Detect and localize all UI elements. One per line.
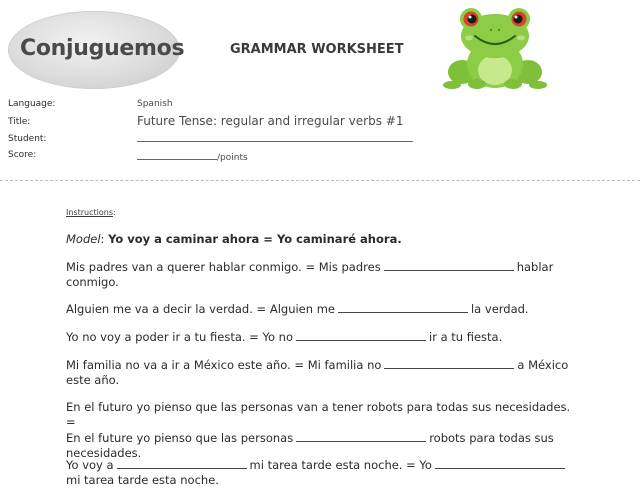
- exercise-prompt: Mis padres van a querer hablar conmigo. = Mis padres: [66, 260, 381, 274]
- exercise-prompt: En el futuro yo pienso que las personas van a tener robots para todas sus necesidades. =: [66, 400, 571, 429]
- title-value: Future Tense: regular and irregular verbs #1: [137, 114, 404, 128]
- exercise-item: [66, 259, 576, 290]
- student-label: Student:: [8, 134, 47, 144]
- answer-blank[interactable]: [296, 430, 426, 442]
- exercise-item: [66, 329, 576, 345]
- answer-blank[interactable]: [384, 357, 514, 369]
- answer-blank[interactable]: [117, 457, 247, 469]
- frog-mascot-icon: [442, 6, 548, 90]
- exercise-item: [66, 457, 576, 488]
- exercise-continuation: hablar: [516, 260, 554, 274]
- exercise-item: [66, 400, 576, 461]
- exercise-continuation: necesidades.: [66, 446, 142, 460]
- model-colon: :: [100, 232, 109, 246]
- language-value: Spanish: [137, 99, 173, 109]
- exercise-continuation: mi tarea tarde esta noche.: [66, 473, 219, 487]
- exercise-item: [66, 301, 576, 317]
- instructions: [66, 208, 116, 217]
- exercise-continuation: mi tarea tarde esta noche. = Yo: [249, 458, 432, 472]
- title-label: Title:: [8, 117, 31, 127]
- exercise-prompt: Yo no voy a poder ir a tu fiesta. = Yo no: [66, 330, 293, 344]
- score-label: Score:: [8, 150, 37, 160]
- score-field[interactable]: [137, 150, 217, 160]
- model-example: [66, 232, 402, 246]
- exercise-continuation: este año.: [66, 373, 120, 387]
- model-label: Model: [66, 232, 101, 246]
- answer-blank[interactable]: [384, 259, 514, 271]
- exercise-item: [66, 357, 576, 388]
- answer-blank[interactable]: [296, 329, 426, 341]
- exercise-continuation: robots para todas sus: [429, 431, 554, 445]
- section-divider: [0, 180, 640, 181]
- exercise-continuation: la verdad.: [470, 302, 529, 316]
- exercise-continuation: ir a tu fiesta.: [429, 330, 503, 344]
- instructions-colon: :: [112, 208, 116, 217]
- exercise-continuation: a México: [517, 358, 569, 372]
- student-name-field[interactable]: [137, 141, 413, 142]
- exercise-prompt: Alguien me va a decir la verdad. = Alguien me: [66, 302, 335, 316]
- exercise-prompt: En el future yo pienso que las personas: [66, 431, 294, 445]
- answer-blank[interactable]: [435, 457, 565, 469]
- answer-blank[interactable]: [338, 301, 468, 313]
- exercise-prompt: Yo voy a: [66, 458, 114, 472]
- logo-text: Conjuguemos: [20, 36, 185, 61]
- exercise-continuation: conmigo.: [66, 275, 119, 289]
- score-suffix: /points: [217, 153, 248, 163]
- worksheet-heading: GRAMMAR WORKSHEET: [230, 42, 404, 57]
- score-value: [137, 150, 248, 163]
- exercise-prompt: Mi familia no va a ir a México este año. = Mi familia no: [66, 358, 382, 372]
- instructions-label: Instructions: [66, 208, 113, 217]
- model-sentence: Yo voy a caminar ahora = Yo caminaré ahora.: [108, 232, 402, 246]
- language-label: Language:: [8, 99, 56, 109]
